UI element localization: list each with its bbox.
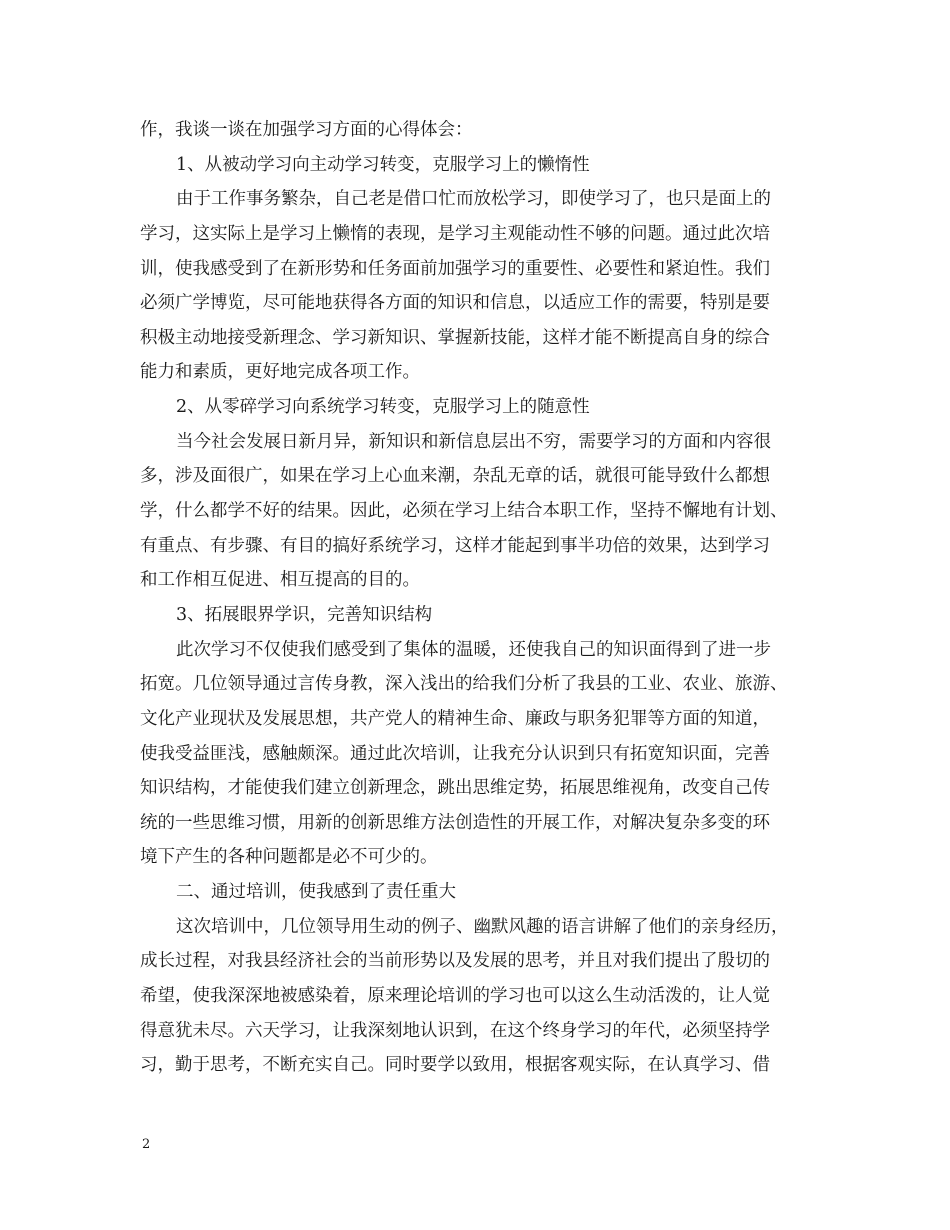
body-text (140, 113, 820, 1083)
section-heading: 二、通过培训，使我感到了责任重大 (176, 882, 456, 903)
text-line: 能力和素质，更好地完成各项工作。 (140, 362, 420, 383)
section-heading: 3、拓展眼界学识，完善知识结构 (176, 604, 433, 625)
text-line: 成长过程，对我县经济社会的当前形势以及发展的思考，并且对我们提出了殷切的 (140, 951, 770, 972)
paragraph-start-line: 当今社会发展日新月异，新知识和新信息层出不穷，需要学习的方面和内容很 (176, 431, 771, 452)
text-line: 文化产业现状及发展思想，共产党人的精神生命、廉政与职务犯罪等方面的知道， (140, 708, 770, 729)
paragraph-start-line: 此次学习不仅使我们感受到了集体的温暖，还使我自己的知识面得到了进一步 (176, 639, 771, 660)
text-line: 学，什么都学不好的结果。因此，必须在学习上结合本职工作，坚持不懈地有计划、 (140, 501, 788, 522)
text-line: 和工作相互促进、相互提高的目的。 (140, 570, 420, 591)
section-heading: 1、从被动学习向主动学习转变，克服学习上的懒惰性 (176, 154, 590, 175)
text-line: 有重点、有步骤、有目的搞好系统学习，这样才能起到事半功倍的效果，达到学习 (140, 535, 770, 556)
text-line: 习，勤于思考，不断充实自己。同时要学以致用，根据客观实际，在认真学习、借 (140, 1055, 770, 1076)
text-line: 积极主动地接受新理念、学习新知识、掌握新技能，这样才能不断提高自身的综合 (140, 327, 770, 348)
text-line: 训，使我感受到了在新形势和任务面前加强学习的重要性、必要性和紧迫性。我们 (140, 258, 770, 279)
text-line: 境下产生的各种问题都是必不可少的。 (140, 847, 438, 868)
paragraph-start-line: 这次培训中，几位领导用生动的例子、幽默风趣的语言讲解了他们的亲身经历， (176, 916, 789, 937)
text-line: 知识结构，才能使我们建立创新理念，跳出思维定势，拓展思维视角，改变自己传 (140, 778, 770, 799)
text-line: 希望，使我深深地被感染着，原来理论培训的学习也可以这么生动活泼的，让人觉 (140, 986, 770, 1007)
text-line: 必须广学博览，尽可能地获得各方面的知识和信息，以适应工作的需要，特别是要 (140, 293, 770, 314)
section-heading: 2、从零碎学习向系统学习转变，克服学习上的随意性 (176, 397, 590, 418)
text-line: 使我受益匪浅，感触颇深。通过此次培训，让我充分认识到只有拓宽知识面，完善 (140, 743, 770, 764)
text-line: 统的一些思维习惯，用新的创新思维方法创造性的开展工作，对解决复杂多变的环 (140, 812, 770, 833)
text-line: 作，我谈一谈在加强学习方面的心得体会： (140, 120, 473, 140)
paragraph-start-line: 由于工作事务繁杂，自己老是借口忙而放松学习，即使学习了，也只是面上的 (176, 189, 771, 210)
text-line: 多，涉及面很广，如果在学习上心血来潮，杂乱无章的话，就很可能导致什么都想 (140, 466, 770, 487)
page-number: 2 (142, 1137, 151, 1152)
text-line: 拓宽。几位领导通过言传身教，深入浅出的给我们分析了我县的工业、农业、旅游、 (140, 674, 788, 695)
text-line: 学习，这实际上是学习上懒惰的表现，是学习主观能动性不够的问题。通过此次培 (140, 223, 770, 244)
text-line: 得意犹未尽。六天学习，让我深刻地认识到，在这个终身学习的年代，必须坚持学 (140, 1020, 770, 1041)
